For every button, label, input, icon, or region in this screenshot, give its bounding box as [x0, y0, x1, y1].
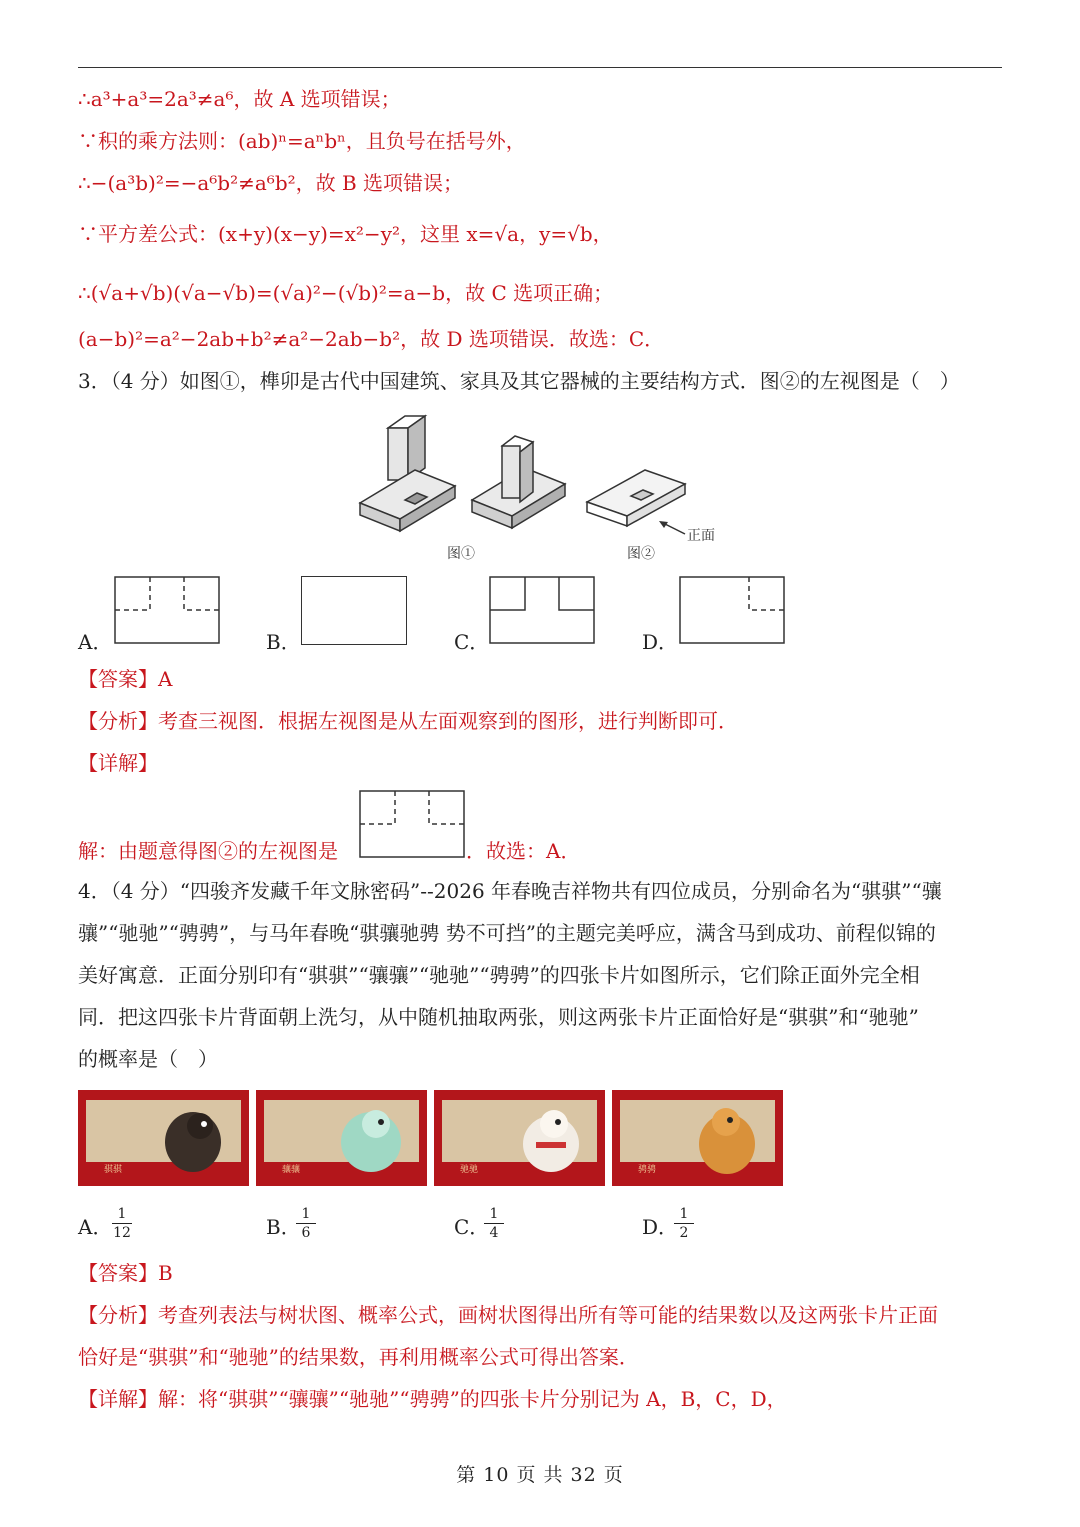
- solution-line-6: (a−b)²=a²−2ab+b²≠a²−2ab−b²，故 D 选项错误．故选：C．: [78, 327, 665, 351]
- header-rule: [78, 67, 1002, 68]
- q3-option-c-figure: [489, 576, 597, 646]
- card-caption: 骧骧: [282, 1165, 301, 1175]
- q4-answer: 【答案】B: [78, 1261, 173, 1285]
- q4-option-b-label: B．: [266, 1215, 301, 1239]
- q3-option-b-figure: [301, 576, 407, 645]
- q4-option-a-label: A．: [78, 1215, 113, 1239]
- q3-option-d-label: D．: [642, 630, 679, 654]
- card-caption: 驰驰: [460, 1165, 479, 1175]
- q4-option-d-label: D．: [642, 1215, 679, 1239]
- q3-figure: [355, 408, 735, 568]
- q4-stem-line-3: 美好寓意．正面分别印有“骐骐”“骧骧”“驰驰”“骋骋”的四张卡片如图所示，它们除正面外完全相: [78, 963, 920, 987]
- q3-option-a-label: A．: [78, 630, 113, 654]
- card-caption: 骐骐: [104, 1165, 123, 1175]
- page-number-footer: 第 10 页 共 32 页: [456, 1464, 624, 1486]
- q3-detail-pre: 解：由题意得图②的左视图是: [78, 839, 338, 863]
- q3-option-c-label: C．: [454, 630, 490, 654]
- fig1-drawing: [360, 416, 455, 531]
- q4-stem-line-5: 的概率是（ ）: [78, 1047, 218, 1071]
- front-label: 正面: [687, 528, 715, 544]
- q3-detail-heading: 【详解】: [78, 751, 158, 775]
- fig1-label: 图①: [447, 546, 475, 562]
- card-xiangxiang: [256, 1090, 427, 1186]
- fig1-assembled: [472, 436, 565, 528]
- q3-detail-post: ．故选：A．: [466, 839, 581, 863]
- q4-stem-line-1: 4．（4 分）“四骏齐发藏千年文脉密码”--2026 年春晚吉祥物共有四位成员，分别命名为“骐骐”“骧: [78, 879, 942, 903]
- card-caption: 骋骋: [638, 1165, 657, 1175]
- q3-option-b-label: B．: [266, 630, 301, 654]
- q3-stem: 3．（4 分）如图①，榫卯是古代中国建筑、家具及其它器械的主要结构方式．图②的左视图是（ ）: [78, 369, 960, 393]
- solution-line-3: ∴−(a³b)²=−a⁶b²≠a⁶b²，故 B 选项错误；: [78, 171, 464, 195]
- solution-line-1: ∴a³+a³=2a³≠a⁶，故 A 选项错误；: [78, 87, 401, 111]
- q4-option-c-label: C．: [454, 1215, 490, 1239]
- fig2-label: 图②: [627, 546, 655, 562]
- solution-line-4: ∵平方差公式：(x+y)(x−y)=x²−y²，这里 x=√a，y=√b，: [78, 222, 613, 246]
- q3-answer: 【答案】A: [78, 667, 173, 691]
- q4-stem-line-4: 同．把这四张卡片背面朝上洗匀，从中随机抽取两张，则这两张卡片正面恰好是“骐骐”和“驰驰”: [78, 1005, 919, 1029]
- solution-line-5: ∴(√a+√b)(√a−√b)=(√a)²−(√b)²=a−b，故 C 选项正确；: [78, 281, 614, 305]
- q3-analysis: 【分析】考查三视图．根据左视图是从左面观察到的图形，进行判断即可．: [78, 709, 738, 733]
- q4-option-c-fraction: 1 4: [484, 1206, 504, 1241]
- fig2-drawing: [587, 470, 685, 526]
- q4-analysis-line-2: 恰好是“骐骐”和“驰驰”的结果数，再利用概率公式可得出答案．: [78, 1345, 639, 1369]
- q3-detail-figure: [359, 790, 467, 860]
- card-qiqi: [78, 1090, 249, 1186]
- q3-option-d-figure: [679, 576, 787, 646]
- solution-line-2: ∵积的乘方法则：(ab)ⁿ=aⁿbⁿ，且负号在括号外，: [78, 129, 526, 153]
- q3-option-a-figure: [114, 576, 222, 646]
- q4-option-d-fraction: 1 2: [674, 1206, 694, 1241]
- card-chichi: [434, 1090, 605, 1186]
- q4-detail: 【详解】解：将“骐骐”“骧骧”“驰驰”“骋骋”的四张卡片分别记为 A，B，C，D，: [78, 1387, 787, 1411]
- card-chengcheng: [612, 1090, 783, 1186]
- q4-stem-line-2: 骧”“驰驰”“骋骋”，与马年春晚“骐骧驰骋 势不可挡”的主题完美呼应，满含马到成功、前程似锦的: [78, 921, 936, 945]
- q4-option-b-fraction: 1 6: [296, 1206, 316, 1241]
- q4-analysis-line-1: 【分析】考查列表法与树状图、概率公式，画树状图得出所有等可能的结果数以及这两张卡片正面: [78, 1303, 938, 1327]
- q4-option-a-fraction: 1 12: [113, 1206, 131, 1241]
